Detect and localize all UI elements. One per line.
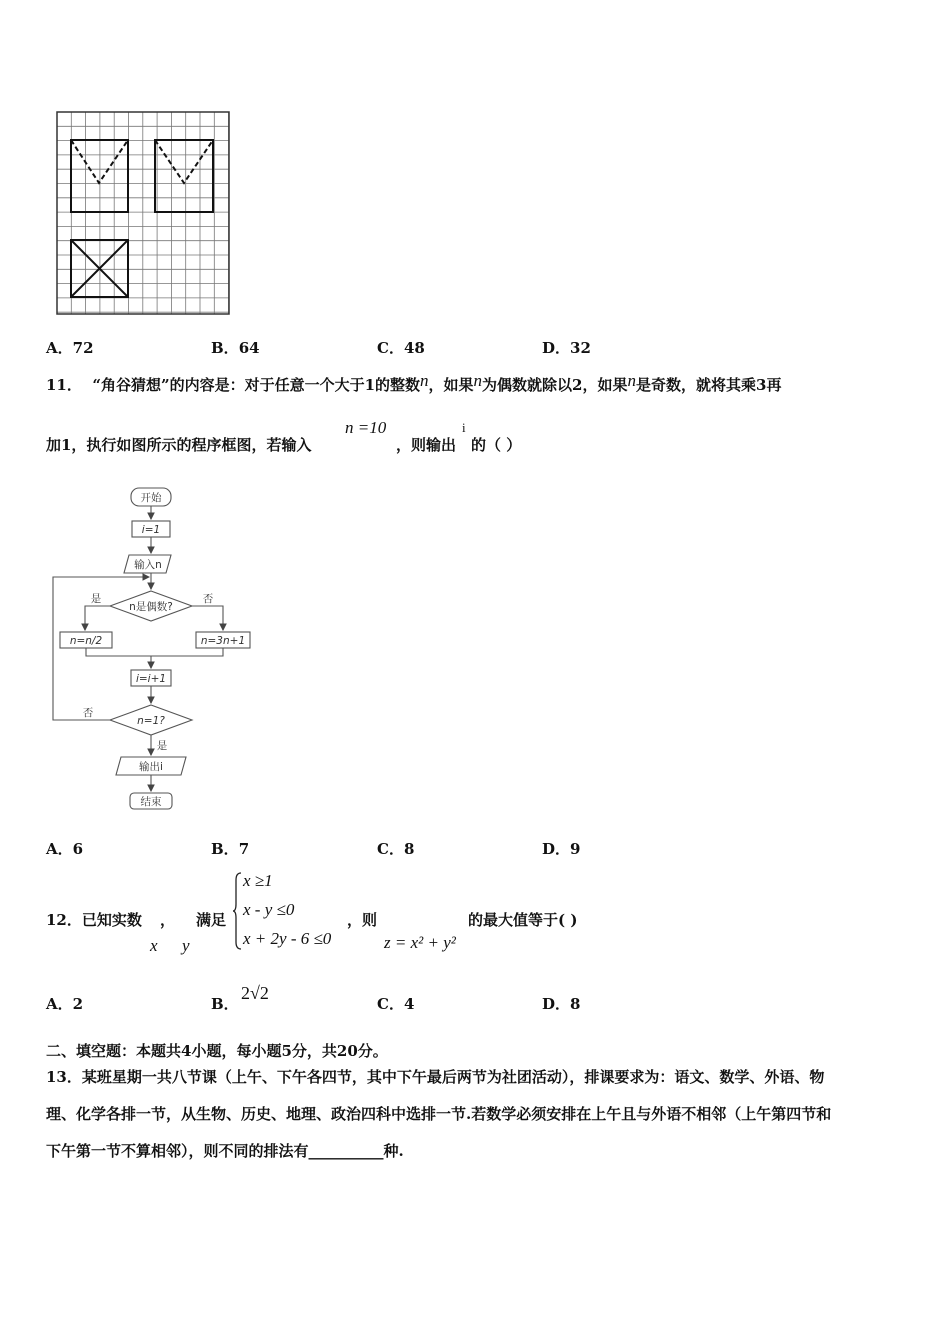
q12-brace [232, 872, 242, 950]
flow-no-label-2: 否 [82, 707, 94, 719]
flow-cond-even-label: n是偶数? [129, 601, 173, 613]
q12-then: ，则 [347, 911, 378, 929]
q10-option-a: A．72 [46, 339, 94, 357]
q12-option-c: C．4 [377, 995, 415, 1013]
q12-option-b-label: B． [211, 995, 239, 1013]
flow-branch-even-label: n=n/2 [69, 635, 103, 647]
q10-option-b: B．64 [211, 339, 260, 357]
flowchart [46, 482, 266, 814]
q12-option-d: D．8 [542, 995, 581, 1013]
q11-line2-c: 的（ ） [471, 436, 522, 454]
flow-increment-label: i=i+1 [135, 673, 167, 685]
flow-init-label: i=1 [141, 524, 161, 536]
section-heading: 二、填空题：本题共4小题，每小题5分，共20分。 [46, 1042, 388, 1060]
q11-line1: 11． “角谷猜想”的内容是：对于任意一个大于1的整数n，如果n为偶数就除以2，如果n是奇数，就将其乘3再 [46, 371, 782, 394]
flow-yes-label-2: 是 [156, 740, 168, 752]
q12-cond1: x ≥1 [243, 871, 273, 890]
q11-var-i: i [462, 420, 466, 435]
q11-option-c: C．8 [377, 840, 415, 858]
flow-output-label: 输出i [139, 761, 163, 773]
flow-input-label: 输入n [134, 559, 162, 571]
flow-branch-odd-label: n=3n+1 [200, 635, 246, 647]
flow-yes-label-1: 是 [90, 593, 102, 605]
q13-line3: 下午第一节不算相邻），则不同的排法有__________种. [46, 1142, 404, 1160]
q12-var-y: y [182, 936, 190, 955]
flow-no-label-1: 否 [202, 593, 214, 605]
flow-start-label: 开始 [140, 492, 162, 504]
q12-number: 12．已知实数 [46, 911, 142, 929]
q12-max: 的最大值等于( ) [468, 911, 578, 929]
q11-line2: 加1，执行如图所示的程序框图，若输入 [46, 436, 312, 454]
three-view-figure [56, 111, 230, 315]
q12-comma: ， [160, 911, 176, 929]
q13-line1: 13．某班星期一共八节课（上午、下午各四节，其中下午最后两节为社团活动），排课要求为：语文、数学、外语、物 [46, 1068, 825, 1086]
flow-end-label: 结束 [140, 796, 162, 808]
q12-satisfy: 满足 [196, 911, 227, 929]
q13-line2: 理、化学各排一节，从生物、历史、地理、政治四科中选排一节.若数学必须安排在上午且与外语不相邻（上午第四节和 [46, 1105, 832, 1123]
q10-option-d: D．32 [542, 339, 591, 357]
q12-option-a: A．2 [46, 995, 84, 1013]
q12-option-b-value: 2√2 [241, 983, 269, 1003]
q10-option-c: C．48 [377, 339, 425, 357]
q11-option-a: A．6 [46, 840, 84, 858]
flow-cond-one-label: n=1? [137, 715, 165, 727]
q12-cond2: x - y ≤0 [243, 900, 295, 919]
q11-line2-b: ，则输出 [396, 436, 457, 454]
q12-z-expr: z = x² + y² [384, 933, 456, 952]
q12-cond3: x + 2y - 6 ≤0 [243, 929, 332, 948]
side-view [155, 140, 213, 212]
q11-option-d: D．9 [542, 840, 581, 858]
q12-var-x: x [150, 936, 158, 955]
q11-option-b: B．7 [211, 840, 250, 858]
q11-input-expr: n =10 [345, 418, 387, 437]
